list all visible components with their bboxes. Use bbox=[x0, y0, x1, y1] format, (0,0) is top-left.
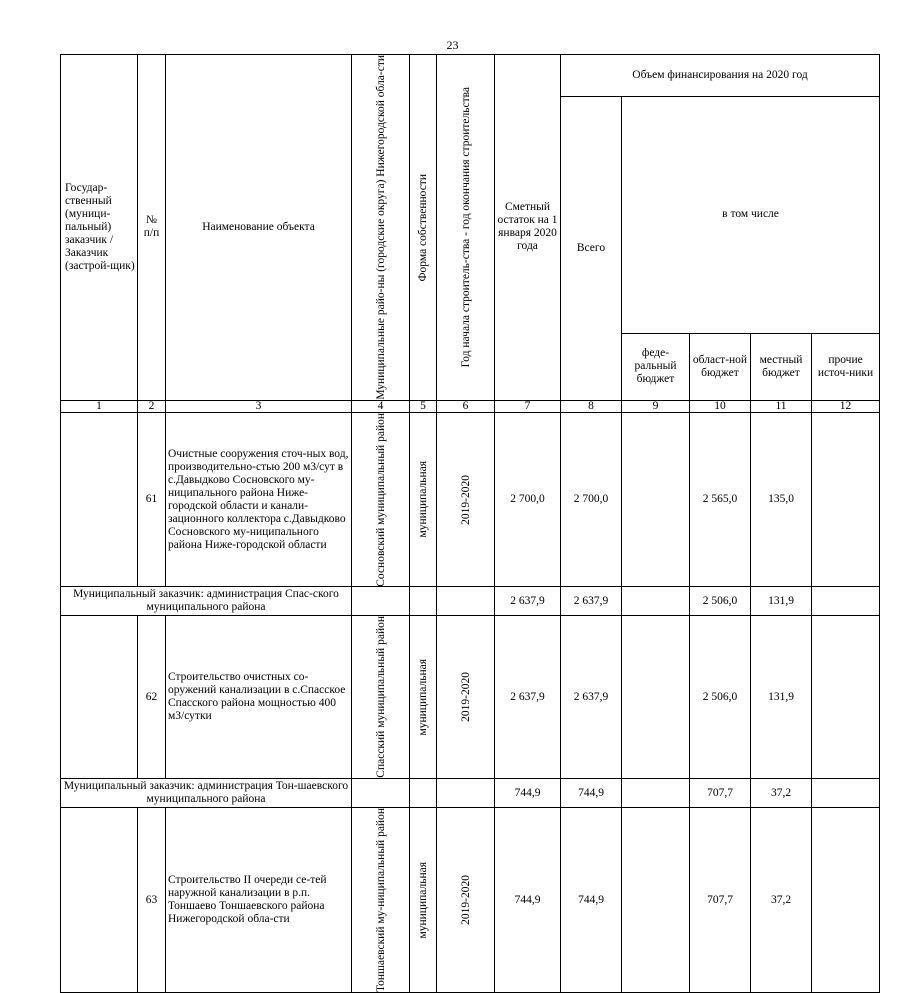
total-cell: 744,9 bbox=[561, 779, 622, 808]
district-cell: Тоншаевский му-ниципальный район bbox=[352, 808, 410, 993]
total-cell: 2 637,9 bbox=[561, 616, 622, 779]
ownership-cell: муниципальная bbox=[410, 616, 437, 779]
local-cell: 131,9 bbox=[751, 587, 812, 616]
balance-cell: 2 637,9 bbox=[495, 587, 561, 616]
header-local: местный бюджет bbox=[751, 333, 812, 400]
regional-cell: 2 565,0 bbox=[690, 412, 751, 587]
header-regional: област-ной бюджет bbox=[690, 333, 751, 400]
regional-cell: 707,7 bbox=[690, 779, 751, 808]
years-cell: 2019-2020 bbox=[437, 616, 495, 779]
row-number: 61 bbox=[138, 412, 166, 587]
district-cell: Сосновский муниципальный район bbox=[352, 412, 410, 587]
federal-cell bbox=[622, 808, 690, 993]
table-row bbox=[61, 808, 880, 993]
local-cell: 135,0 bbox=[751, 412, 812, 587]
column-number-row: 1 2 3 4 5 6 7 8 9 10 11 12 bbox=[61, 400, 880, 412]
local-cell: 37,2 bbox=[751, 808, 812, 993]
regional-cell: 2 506,0 bbox=[690, 587, 751, 616]
page-number: 23 bbox=[446, 38, 459, 52]
regional-cell: 707,7 bbox=[690, 808, 751, 993]
header-years: Год начала строитель-ства - год окончания строительства bbox=[437, 55, 495, 401]
header-federal: феде-ральный бюджет bbox=[622, 333, 690, 400]
header-total: Всего bbox=[561, 97, 622, 401]
row-number: 62 bbox=[138, 616, 166, 779]
financing-table bbox=[60, 54, 880, 993]
row-number: 63 bbox=[138, 808, 166, 993]
header-object-name: Наименование объекта bbox=[166, 55, 352, 401]
years-cell: 2019-2020 bbox=[437, 808, 495, 993]
other-cell bbox=[812, 412, 880, 587]
total-cell: 744,9 bbox=[561, 808, 622, 993]
header-balance: Сметный остаток на 1 января 2020 года bbox=[495, 55, 561, 401]
object-name: Строительство очистных со-оружений канализации в с.Спасское Спасского района мощностью 400 м3/сутки bbox=[166, 616, 352, 779]
district-cell: Спасский муниципальный район bbox=[352, 616, 410, 779]
other-cell bbox=[812, 808, 880, 993]
table-row bbox=[61, 616, 880, 779]
years-cell: 2019-2020 bbox=[437, 412, 495, 587]
header-other: прочие источ-ники bbox=[812, 333, 880, 400]
balance-cell: 744,9 bbox=[495, 779, 561, 808]
balance-cell: 744,9 bbox=[495, 808, 561, 993]
header-customer: Государ-ственный (муници-пальный) заказчик /Заказчик (застрой-щик) bbox=[61, 55, 138, 401]
customer-group-label: Муниципальный заказчик: администрация Тон-шаевского муниципального района bbox=[61, 779, 352, 808]
local-cell: 37,2 bbox=[751, 779, 812, 808]
ownership-cell: муниципальная bbox=[410, 808, 437, 993]
object-name: Строительство II очереди се-тей наружной канализации в р.п. Тоншаево Тоншаевского района Нижегородской обла-сти bbox=[166, 808, 352, 993]
balance-cell: 2 637,9 bbox=[495, 616, 561, 779]
customer-group-row bbox=[61, 587, 880, 616]
federal-cell bbox=[622, 412, 690, 587]
ownership-cell: муниципальная bbox=[410, 412, 437, 587]
header-number: № п/п bbox=[138, 55, 166, 401]
object-name: Очистные сооружения сточ-ных вод, производительно-стью 200 м3/сут в с.Давыдково Сосновского му-ниципального района Ниже-городской области и канали-зационного коллектора с.Давыдково Сосновского му-ниципального района Ниже-городской области bbox=[166, 412, 352, 587]
balance-cell: 2 700,0 bbox=[495, 412, 561, 587]
header-ownership: Форма собственности bbox=[410, 55, 437, 401]
header-financing-group: Объем финансирования на 2020 год bbox=[561, 55, 880, 97]
table-row bbox=[61, 412, 880, 587]
other-cell bbox=[812, 616, 880, 779]
customer-group-label: Муниципальный заказчик: администрация Спас-ского муниципального района bbox=[61, 587, 352, 616]
local-cell: 131,9 bbox=[751, 616, 812, 779]
regional-cell: 2 506,0 bbox=[690, 616, 751, 779]
header-district: Муниципальные райо-ны (городские округа) Нижегородской обла-сти bbox=[352, 55, 410, 401]
federal-cell bbox=[622, 616, 690, 779]
customer-group-row bbox=[61, 779, 880, 808]
total-cell: 2 700,0 bbox=[561, 412, 622, 587]
total-cell: 2 637,9 bbox=[561, 587, 622, 616]
header-including: в том числе bbox=[622, 97, 880, 334]
